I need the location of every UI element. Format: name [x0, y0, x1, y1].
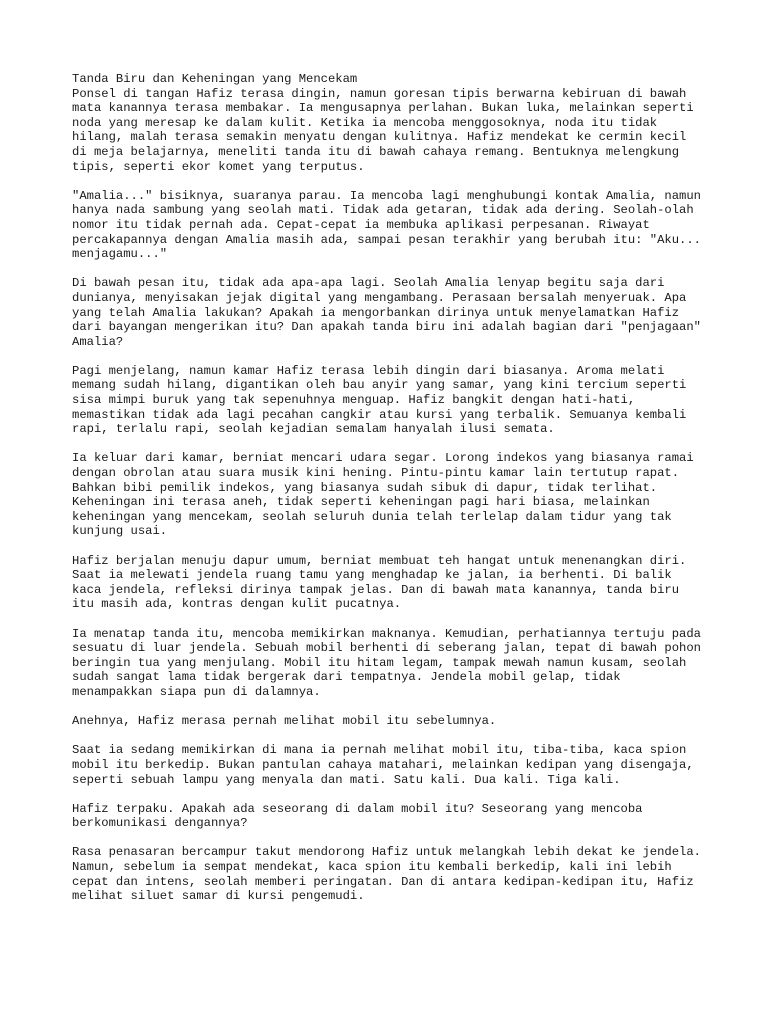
paragraph-5: Ia keluar dari kamar, berniat mencari udara segar. Lorong indekos yang biasanya ramai dengan obrolan atau suara musik kini hening. Pintu-pintu kamar lain tertutup rapat. Bahkan bibi pemilik indekos, yang biasanya sudah sibuk di dapur, tidak terlihat. Keheningan ini terasa aneh, tidak seperti keheningan pagi hari biasa, melainkan keheningan yang mencekam, seolah seluruh dunia telah terlelap dalam tidur yang tak kunjung usai. — [72, 451, 694, 539]
paragraph-6: Hafiz berjalan menuju dapur umum, berniat membuat teh hangat untuk menenangkan diri. Saat ia melewati jendela ruang tamu yang menghadap ke jalan, ia berhenti. Di balik kaca jendela, refleksi dirinya tampak jelas. Dan di bawah mata kanannya, tanda biru itu masih ada, kontras dengan kulit pucatnya. — [72, 553, 687, 612]
document-title: Tanda Biru dan Keheningan yang Mencekam — [72, 72, 358, 86]
paragraph-2: "Amalia..." bisiknya, suaranya parau. Ia mencoba lagi menghubungi kontak Amalia, namun hanya nada sambung yang seolah mati. Tidak ada getaran, tidak ada dering. Seolah-olah nomor itu tidak pernah ada. Cepat-cepat ia membuka aplikasi perpesanan. Riwayat percakapannya dengan Amalia masih ada, sampai pesan terakhir yang berubah itu: "Aku... menjagamu..." — [72, 188, 701, 262]
paragraph-11: Rasa penasaran bercampur takut mendorong Hafiz untuk melangkah lebih dekat ke jendela. Namun, sebelum ia sempat mendekat, kaca spion itu kembali berkedip, kali ini lebih cepat dan intens, seolah memberi peringatan. Dan di antara kedipan-kedipan itu, Hafiz melihat siluet samar di kursi pengemudi. — [72, 845, 701, 904]
paragraph-8: Anehnya, Hafiz merasa pernah melihat mobil itu sebelumnya. — [72, 714, 497, 729]
paragraph-9: Saat ia sedang memikirkan di mana ia pernah melihat mobil itu, tiba-tiba, kaca spion mobil itu berkedip. Bukan pantulan cahaya matahari, melainkan kedipan yang disengaja, seperti sebuah lampu yang menyala dan mati. Satu kali. Dua kali. Tiga kali. — [72, 743, 694, 787]
paragraph-4: Pagi menjelang, namun kamar Hafiz terasa lebih dingin dari biasanya. Aroma melati memang sudah hilang, digantikan oleh bau anyir yang samar, yang kini tercium seperti sisa mimpi buruk yang tak sepenuhnya menguap. Hafiz bangkit dengan hati-hati, memastikan tidak ada lagi pecahan cangkir atau kursi yang terbalik. Semuanya kembali rapi, terlalu rapi, seolah kejadian semalam hanyalah ilusi semata. — [72, 363, 687, 437]
document-page — [72, 72, 702, 918]
paragraph-10: Hafiz terpaku. Apakah ada seseorang di dalam mobil itu? Seseorang yang mencoba berkomunikasi dengannya? — [72, 801, 643, 831]
paragraph-7: Ia menatap tanda itu, mencoba memikirkan maknanya. Kemudian, perhatiannya tertuju pada sesuatu di luar jendela. Sebuah mobil berhenti di seberang jalan, tepat di bawah pohon beringin tua yang menjulang. Mobil itu hitam legam, tampak mewah namun kusam, seolah sudah sangat lama tidak bergerak dari tempatnya. Jendela mobil gelap, tidak menampakkan siapa pun di dalamnya. — [72, 626, 701, 699]
paragraph-3: Di bawah pesan itu, tidak ada apa-apa lagi. Seolah Amalia lenyap begitu saja dari dunianya, menyisakan jejak digital yang mengambang. Perasaan bersalah menyeruak. Apa yang telah Amalia lakukan? Apakah ia mengorbankan dirinya untuk menyelamatkan Hafiz dari bayangan mengerikan itu? Dan apakah tanda biru ini adalah bagian dari "penjagaan" Amalia? — [72, 276, 701, 349]
paragraph-1: Ponsel di tangan Hafiz terasa dingin, namun goresan tipis berwarna kebiruan di bawah mata kanannya terasa membakar. Ia mengusapnya perlahan. Bukan luka, melainkan seperti noda yang meresap ke dalam kulit. Ketika ia mencoba menggosoknya, noda itu tidak hilang, malah terasa semakin menyatu dengan kulitnya. Hafiz mendekat ke cermin kecil di meja belajarnya, meneliti tanda itu di bawah cahaya remang. Bentuknya melengkung tipis, seperti ekor komet yang terputus. — [72, 86, 694, 174]
